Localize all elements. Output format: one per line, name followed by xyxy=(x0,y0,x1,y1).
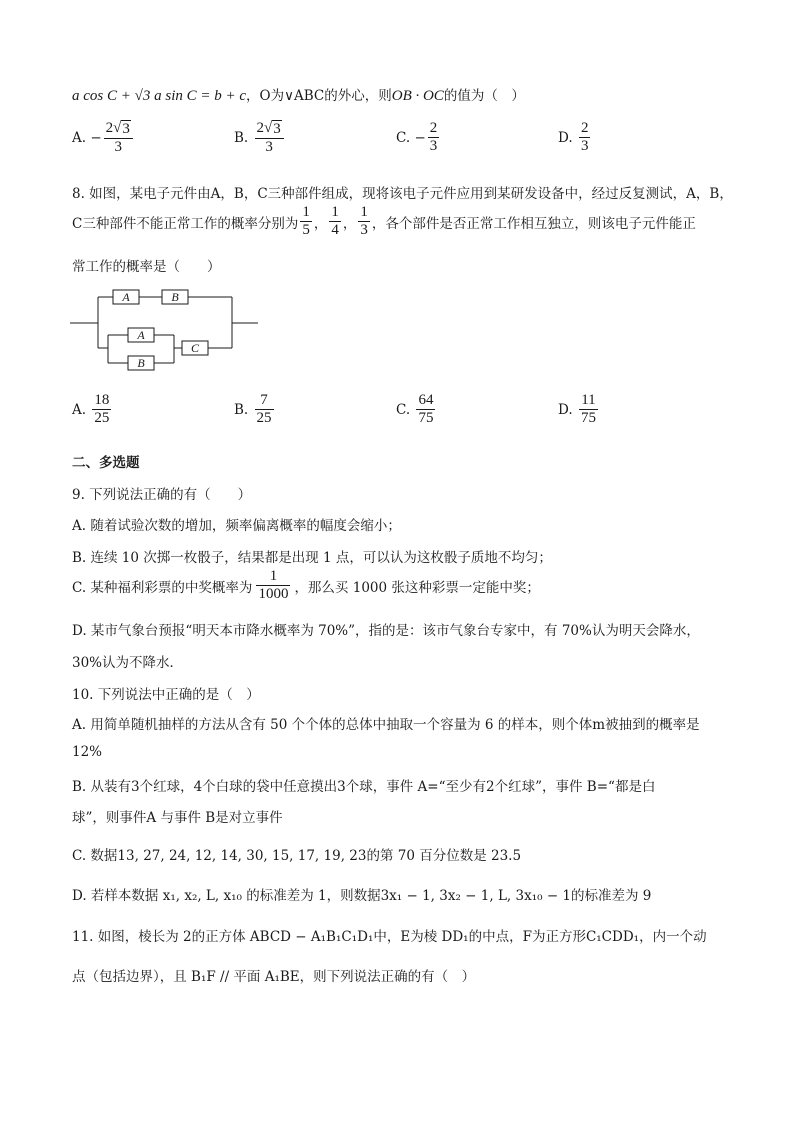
label-a-top: A xyxy=(122,290,130,304)
numerator: 64 xyxy=(418,392,434,408)
numerator: 7 xyxy=(260,392,268,408)
option-fraction xyxy=(92,392,111,428)
q10-option-d: D. 若样本数据 x₁, x₂, L, x₁₀ 的标准差为 1，则数据3x₁ − 1, 3x₂ − 1, L, 3x₁₀ − 1的标准差为 9 xyxy=(72,888,652,904)
option-sign: − xyxy=(90,129,102,146)
option-label: B. xyxy=(234,129,249,146)
option-fraction xyxy=(579,392,598,428)
denominator: 75 xyxy=(580,410,596,427)
numerator: 2 xyxy=(429,120,438,136)
label-b-top: B xyxy=(171,290,179,304)
q10-option-b-line2: 球”，则事件A 与事件 B是对立事件 xyxy=(72,810,283,826)
q7-vector-expr: OB · OC xyxy=(391,88,444,104)
option-fraction: 2 √ 3 3 xyxy=(255,120,284,156)
q7-mid-text: ，O为∨ABC的外心，则 xyxy=(246,88,392,104)
q9-option-c xyxy=(72,568,540,604)
q8-frac-b xyxy=(329,204,341,240)
q8-frac-c xyxy=(358,204,370,240)
denominator: 5 xyxy=(302,222,310,239)
numerator: 11 xyxy=(581,392,596,408)
denominator: 25 xyxy=(256,410,272,427)
q8-option-a xyxy=(72,392,113,428)
option-sign: − xyxy=(414,129,426,146)
q7-option-d xyxy=(558,120,592,156)
denominator: 25 xyxy=(94,410,110,427)
denominator: 3 xyxy=(580,138,589,155)
denominator: 1000 xyxy=(258,586,289,603)
numerator: 1 xyxy=(269,568,278,584)
q9-option-b: B. 连续 10 次掷一枚骰子，结果都是出现 1 点，可以认为这枚骰子质地不均匀； xyxy=(72,550,552,566)
option-label: C. xyxy=(396,129,411,146)
q9-stem: 9. 下列说法正确的有（ ） xyxy=(72,487,252,503)
denominator: 3 xyxy=(360,222,368,239)
denominator: 4 xyxy=(331,222,339,239)
denominator: 75 xyxy=(418,410,434,427)
q10-option-b-line1: B. 从装有3个红球，4个白球的袋中任意摸出3个球，事件 A=“至少有2个红球”，事件 B=“都是白 xyxy=(72,779,656,795)
numerator: 1 xyxy=(331,204,339,220)
q8-line2-post: ，各个部件是否正常工作相互独立，则该电子元件能正 xyxy=(371,215,696,232)
q8-line2: C三种部件不能正常工作的概率分别为 $\frac{1}{5}$ ， $\frac{1}{4}$ ， $\frac{1}{3}$ ，各个部件是否正常工作相互独立，则该电子元件能正 xyxy=(72,204,696,239)
q9-c-fraction xyxy=(256,568,290,604)
option-label: D. xyxy=(558,129,573,146)
q10-option-a-line2: 12% xyxy=(72,744,103,760)
q8-line2-pre: C三种部件不能正常工作的概率分别为 xyxy=(72,215,299,232)
option-label: B. xyxy=(234,401,249,418)
q9-c-post: ，那么买 1000 张这种彩票一定能中奖； xyxy=(294,579,540,596)
q7-option-a xyxy=(72,120,135,156)
option-fraction: 2 √ 3 3 xyxy=(104,120,133,156)
option-fraction xyxy=(416,392,435,428)
radicand: 3 xyxy=(273,121,281,137)
option-label: A. xyxy=(72,129,87,146)
q8-frac-a xyxy=(300,204,312,240)
q7-stem-line xyxy=(72,84,525,105)
q8-line3: 常工作的概率是（ ） xyxy=(72,259,221,275)
label-a-bottom: A xyxy=(137,328,145,342)
option-label: D. xyxy=(558,401,573,418)
circuit-diagram xyxy=(70,285,260,375)
option-label: A. xyxy=(72,401,87,418)
option-fraction xyxy=(255,392,274,428)
q10-stem: 10. 下列说法中正确的是（ ） xyxy=(72,687,260,703)
denominator: 3 xyxy=(265,138,273,155)
q8-line1: 8. 如图，某电子元件由A，B，C三种部件组成，现将该电子元件应用到某研发设备中，经过反复测试，A，B， xyxy=(72,186,733,202)
q10-option-a-line1: A. 用简单随机抽样的方法从含有 50 个个体的总体中抽取一个容量为 6 的样本，则个体m被抽到的概率是 xyxy=(72,717,700,733)
q11-line1: 11. 如图，棱长为 2的正方体 ABCD − A₁B₁C₁D₁中，E为棱 DD₁的中点，F为正方形C₁CDD₁，内一个动 xyxy=(72,929,707,945)
denominator: 3 xyxy=(114,138,123,155)
section-heading: 二、多选题 xyxy=(72,455,140,471)
q7-option-b xyxy=(234,120,286,156)
q7-end-text: 的值为（ ） xyxy=(443,88,525,104)
q7-formula: a cos C + √3 a sin C = b + c xyxy=(72,88,247,104)
q10-option-c: C. 数据13, 27, 24, 12, 14, 30, 15, 17, 19, 23的第 70 百分位数是 23.5 xyxy=(72,848,522,864)
q8-option-d xyxy=(558,392,600,428)
radicand: 3 xyxy=(122,121,130,137)
option-label: C. xyxy=(396,401,411,418)
q9-c-pre: C. 某种福利彩票的中奖概率为 xyxy=(72,579,253,596)
numerator: 18 xyxy=(94,392,110,408)
option-fraction xyxy=(428,120,440,156)
q8-option-c xyxy=(396,392,437,428)
numerator: 2 xyxy=(580,120,589,136)
label-c: C xyxy=(190,341,200,355)
numerator: 1 xyxy=(360,204,368,220)
q11-line2: 点（包括边界），且 B₁F // 平面 A₁BE，则下列说法正确的有（ ） xyxy=(72,969,476,985)
numerator: 1 xyxy=(302,204,310,220)
q8-option-b xyxy=(234,392,276,428)
q7-option-c xyxy=(396,120,441,156)
q9-option-d-line1: D. 某市气象台预报“明天本市降水概率为 70%”，指的是：该市气象台专家中，有 70%认为明天会降水， xyxy=(72,623,700,639)
q9-option-a: A. 随着试验次数的增加，频率偏离概率的幅度会缩小； xyxy=(72,518,401,534)
option-fraction xyxy=(579,120,591,156)
denominator: 3 xyxy=(429,138,438,155)
label-b-bottom: B xyxy=(137,356,145,370)
num-coef: 2 xyxy=(105,120,114,137)
q9-option-d-line2: 30%认为不降水． xyxy=(72,655,184,671)
num-coef: 2 xyxy=(256,120,265,137)
